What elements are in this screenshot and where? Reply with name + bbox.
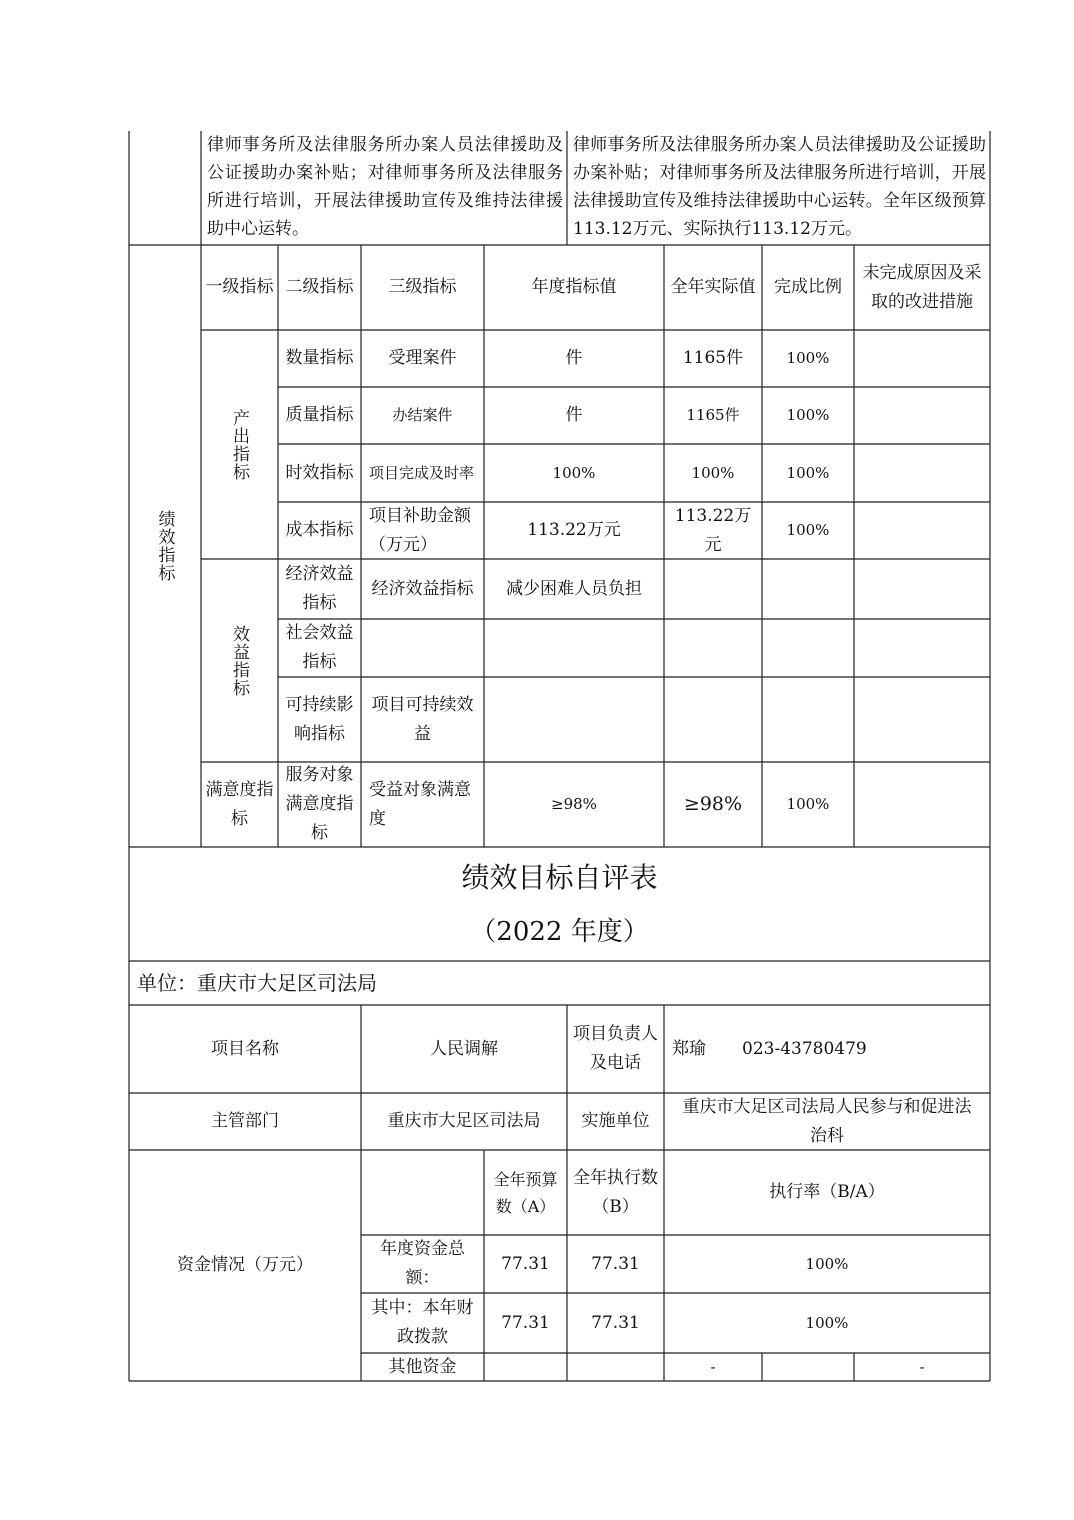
dept-value: 重庆市大足区司法局 bbox=[387, 1111, 541, 1131]
row-level2: 质量指标 bbox=[285, 405, 354, 425]
header-level3: 三级指标 bbox=[388, 277, 457, 297]
row-actual: 1165件 bbox=[686, 406, 740, 424]
other-funds-dash: - bbox=[919, 1357, 925, 1376]
row-ratio bbox=[762, 619, 854, 677]
top-description-right: 律师事务所及法律服务所办案人员法律援助及公证援助办案补贴；对律师事务所及法律服务所进行培训，开展法律援助宣传及维持法律援助中心运转。全年区级预算113.12万元、实际执行113.12万元。 bbox=[573, 135, 986, 239]
row-level3: 经济效益指标 bbox=[371, 578, 474, 599]
row-level2: 服务对象满意度指标 bbox=[285, 765, 354, 843]
unit-label: 单位：重庆市大足区司法局 bbox=[137, 970, 377, 995]
header-level1: 一级指标 bbox=[205, 277, 274, 297]
row-actual bbox=[664, 559, 762, 619]
other-funds-dash: - bbox=[710, 1357, 716, 1376]
funds-header-executed: 全年执行数（B） bbox=[573, 1167, 658, 1217]
row-ratio: 100% bbox=[786, 463, 830, 482]
row-level3: 办结案件 bbox=[392, 406, 453, 424]
header-target: 年度指标值 bbox=[531, 277, 617, 297]
row-target: ≥98% bbox=[551, 795, 597, 813]
row-level2: 经济效益指标 bbox=[285, 564, 354, 613]
row-target: 113.22万元 bbox=[527, 520, 621, 540]
header-level2: 二级指标 bbox=[285, 277, 354, 297]
row-ratio: 100% bbox=[786, 349, 830, 367]
row-level2: 可持续影响指标 bbox=[285, 694, 354, 744]
dept-label: 主管部门 bbox=[211, 1111, 279, 1131]
owner-contact bbox=[664, 1005, 990, 1093]
funds-header-rate: 执行率（B/A） bbox=[769, 1182, 885, 1202]
row-actual bbox=[664, 619, 762, 677]
row-target: 减少困难人员负担 bbox=[506, 578, 642, 599]
row-actual: 100% bbox=[691, 463, 735, 482]
row-actual bbox=[664, 677, 762, 762]
row-actual: ≥98% bbox=[683, 793, 743, 815]
header-ratio: 完成比例 bbox=[774, 277, 842, 297]
perf-side-label: 绩效指标 bbox=[154, 510, 175, 582]
row-level2: 数量指标 bbox=[285, 348, 354, 368]
owner-label: 项目负责人及电话 bbox=[573, 1024, 658, 1073]
project-name: 人民调解 bbox=[430, 1038, 498, 1059]
row-ratio: 100% bbox=[786, 795, 830, 813]
row-level3: 受益对象满意度 bbox=[369, 779, 471, 829]
row-actual: 1165件 bbox=[682, 348, 744, 368]
funds-row-label: 其中：本年财政拨款 bbox=[371, 1298, 474, 1347]
satisfaction-indicator-label: 满意度指标 bbox=[205, 779, 274, 829]
row-target: 件 bbox=[565, 405, 583, 425]
funds-row-budget: 77.31 bbox=[501, 1253, 550, 1274]
row-level3: 项目完成及时率 bbox=[369, 463, 475, 482]
funds-row-rate: 100% bbox=[805, 1313, 849, 1332]
benefit-indicator-label: 效益指标 bbox=[229, 624, 249, 697]
form-title: 绩效目标自评表 bbox=[461, 860, 658, 894]
owner-name: 郑瑜 bbox=[672, 1038, 706, 1059]
header-reason: 未完成原因及采取的改进措施 bbox=[862, 262, 982, 312]
project-name-label: 项目名称 bbox=[211, 1038, 279, 1059]
row-level3: 项目可持续效益 bbox=[371, 694, 474, 744]
row-ratio: 100% bbox=[786, 406, 830, 424]
row-target: 100% bbox=[552, 463, 596, 482]
impl-label: 实施单位 bbox=[581, 1111, 650, 1131]
output-indicator-label: 产出指标 bbox=[229, 408, 249, 481]
row-level2: 时效指标 bbox=[285, 462, 354, 483]
funds-label: 资金情况（万元） bbox=[177, 1255, 313, 1275]
row-level3 bbox=[361, 619, 484, 677]
owner-phone: 023-43780479 bbox=[742, 1038, 867, 1059]
row-level3: 项目补助金额（万元） bbox=[369, 505, 471, 555]
funds-row-rate: 100% bbox=[805, 1254, 849, 1273]
row-target bbox=[484, 677, 664, 762]
funds-row-executed: 77.31 bbox=[591, 1253, 640, 1274]
form-year: （2022 年度） bbox=[470, 916, 649, 947]
row-level2: 社会效益指标 bbox=[285, 623, 354, 672]
row-level2: 成本指标 bbox=[285, 520, 354, 540]
funds-row-executed: 77.31 bbox=[591, 1312, 640, 1333]
top-description-left: 律师事务所及法律服务所办案人员法律援助及公证援助办案补贴；对律师事务所及法律服务所进行培训，开展法律援助宣传及维持法律援助中心运转。 bbox=[207, 135, 563, 239]
row-level3: 受理案件 bbox=[388, 348, 457, 368]
funds-row-label: 年度资金总额： bbox=[380, 1239, 465, 1288]
other-funds-label: 其他资金 bbox=[388, 1356, 457, 1377]
row-ratio: 100% bbox=[786, 521, 830, 539]
funds-header-budget: 全年预算数（A） bbox=[493, 1169, 558, 1216]
row-ratio bbox=[762, 677, 854, 762]
row-target bbox=[484, 619, 664, 677]
header-actual: 全年实际值 bbox=[670, 277, 756, 297]
row-target: 件 bbox=[565, 348, 583, 368]
funds-row-budget: 77.31 bbox=[501, 1312, 550, 1333]
impl-value: 重庆市大足区司法局人民参与和促进法治科 bbox=[682, 1096, 972, 1146]
row-ratio bbox=[762, 559, 854, 619]
row-actual: 113.22万元 bbox=[674, 505, 752, 555]
